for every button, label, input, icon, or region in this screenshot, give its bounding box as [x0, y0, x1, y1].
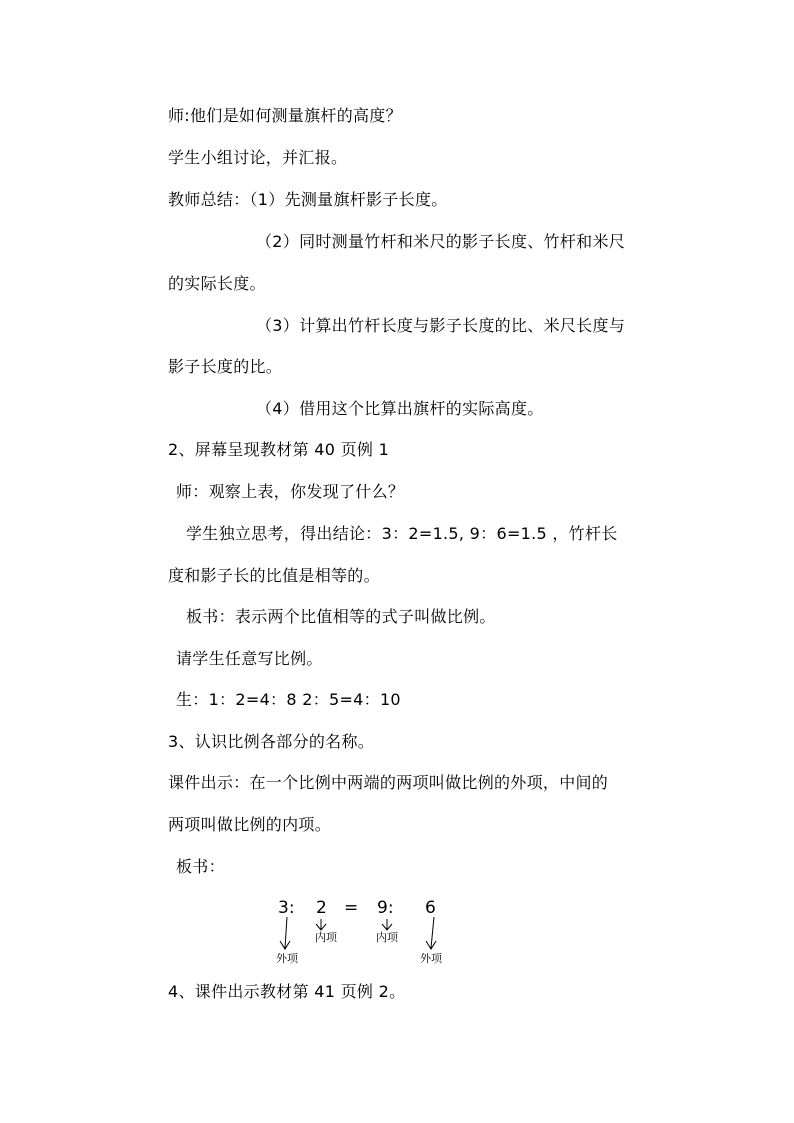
text-line: 师:他们是如何测量旗杆的高度？ [168, 106, 402, 125]
text-line: 的实际长度。 [168, 274, 266, 293]
inner-arrow-left [316, 919, 326, 930]
text-line: 师：观察上表，你发现了什么？ [176, 482, 405, 501]
inner-term-label: 内项 [315, 931, 337, 944]
text-line: 生：1：2=4：8 2：5=4：10 [176, 690, 401, 709]
proportion-term-1: 3: [278, 898, 295, 918]
text-line: （2）同时测量竹杆和米尺的影子长度、竹杆和米尺 [256, 232, 626, 251]
outer-term-label: 外项 [420, 952, 442, 965]
text-line: 学生独立思考，得出结论：3：2=1.5, 9：6=1.5 ，竹杆长 [186, 524, 618, 543]
proportion-diagram [260, 893, 460, 973]
outer-term-label: 外项 [276, 952, 298, 965]
text-line: 课件出示：在一个比例中两端的两项叫做比例的外项，中间的 [168, 773, 609, 792]
text-line: 请学生任意写比例。 [176, 649, 323, 668]
text-line: 板书： [176, 857, 225, 876]
text-line: 学生小组讨论，并汇报。 [168, 148, 348, 167]
text-line: 教师总结：（1）先测量旗杆影子长度。 [168, 190, 448, 209]
text-line: （3）计算出竹杆长度与影子长度的比、米尺长度与 [256, 316, 626, 335]
text-line: （4）借用这个比算出旗杆的实际高度。 [256, 399, 544, 418]
text-line: 板书：表示两个比值相等的式子叫做比例。 [186, 607, 496, 626]
proportion-term-4: 6 [425, 898, 436, 918]
proportion-term-3: 9: [377, 898, 394, 918]
text-line: 影子长度的比。 [168, 357, 283, 376]
outer-arrow-left [280, 917, 290, 949]
inner-arrow-right [382, 919, 392, 930]
section-heading: 3、认识比例各部分的名称。 [168, 732, 375, 751]
text-line: 两项叫做比例的内项。 [168, 815, 332, 834]
inner-term-label: 内项 [376, 931, 398, 944]
section-heading: 2、屏幕呈现教材第 40 页例 1 [168, 440, 390, 459]
text-line: 度和影子长的比值是相等的。 [168, 566, 380, 585]
equals-sign: = [344, 898, 359, 918]
outer-arrow-right [426, 917, 436, 949]
section-heading: 4、课件出示教材第 41 页例 2。 [168, 982, 406, 1001]
proportion-term-2: 2 [316, 898, 327, 918]
